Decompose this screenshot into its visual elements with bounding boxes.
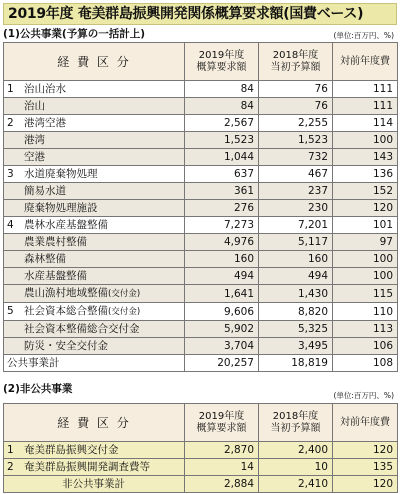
row-category <box>4 81 185 98</box>
table-row <box>4 251 398 268</box>
nonpublic-section-heading: (2)非公共事業 <box>3 383 73 395</box>
row-category <box>4 285 185 303</box>
total-ratio: 108 <box>333 355 398 372</box>
table-row <box>4 338 398 355</box>
row-ratio: 120 <box>333 442 398 459</box>
nonpublic-header-row <box>4 404 398 442</box>
row-label: 水道廃棄物処理 <box>24 168 98 180</box>
row-budget-2018: 5,325 <box>259 321 333 338</box>
header-req-2019-line1: 2019年度 <box>198 410 245 422</box>
row-number: 1 <box>7 444 14 456</box>
row-req-2019: 14 <box>185 459 259 476</box>
total-req-2019: 20,257 <box>185 355 259 372</box>
public-header-row <box>4 43 398 81</box>
row-budget-2018: 3,495 <box>259 338 333 355</box>
header-req-2019-line2: 概算要求額 <box>196 61 247 73</box>
row-category <box>4 303 185 321</box>
row-budget-2018: 10 <box>259 459 333 476</box>
total-req-2019: 2,884 <box>185 476 259 493</box>
row-category <box>4 98 185 115</box>
row-req-2019: 4,976 <box>185 234 259 251</box>
row-req-2019: 276 <box>185 200 259 217</box>
header-budget-2018-line1: 2018年度 <box>272 410 319 422</box>
table-row <box>4 285 398 303</box>
row-label: 港湾 <box>24 134 45 146</box>
header-req-2019-line2: 概算要求額 <box>196 422 247 434</box>
row-req-2019: 84 <box>185 81 259 98</box>
table-row <box>4 442 398 459</box>
row-req-2019: 160 <box>185 251 259 268</box>
row-label: 廃棄物処理施設 <box>24 202 98 214</box>
row-category <box>4 234 185 251</box>
row-label: 奄美群島振興開発調査費等 <box>24 461 150 473</box>
row-label: 農業農村整備 <box>24 236 87 248</box>
row-ratio: 115 <box>333 285 398 303</box>
row-ratio: 97 <box>333 234 398 251</box>
row-ratio: 106 <box>333 338 398 355</box>
table-row <box>4 166 398 183</box>
row-req-2019: 3,704 <box>185 338 259 355</box>
row-budget-2018: 76 <box>259 81 333 98</box>
row-budget-2018: 1,523 <box>259 132 333 149</box>
table-row <box>4 183 398 200</box>
row-category <box>4 442 185 459</box>
row-category <box>4 217 185 234</box>
table-row <box>4 200 398 217</box>
row-req-2019: 361 <box>185 183 259 200</box>
row-note: (交付金) <box>108 289 141 299</box>
row-req-2019: 637 <box>185 166 259 183</box>
header-req-2019 <box>185 404 259 442</box>
row-req-2019: 494 <box>185 268 259 285</box>
row-budget-2018: 230 <box>259 200 333 217</box>
row-label: 簡易水道 <box>24 185 66 197</box>
row-label: 農林水産基盤整備 <box>24 219 108 231</box>
row-category <box>4 338 185 355</box>
header-category: 経 費 区 分 <box>4 404 185 442</box>
row-budget-2018: 494 <box>259 268 333 285</box>
row-budget-2018: 2,255 <box>259 115 333 132</box>
row-req-2019: 84 <box>185 98 259 115</box>
row-note: (交付金) <box>108 307 141 317</box>
total-ratio: 120 <box>333 476 398 493</box>
row-label: 社会資本総合整備 <box>24 305 108 317</box>
row-ratio: 100 <box>333 132 398 149</box>
row-ratio: 100 <box>333 251 398 268</box>
public-table-body <box>4 81 398 372</box>
table-row <box>4 115 398 132</box>
total-label: 非公共事業計 <box>4 476 185 493</box>
table-row <box>4 234 398 251</box>
row-budget-2018: 8,820 <box>259 303 333 321</box>
table-row <box>4 268 398 285</box>
table-row <box>4 459 398 476</box>
total-budget-2018: 18,819 <box>259 355 333 372</box>
row-req-2019: 2,567 <box>185 115 259 132</box>
row-budget-2018: 467 <box>259 166 333 183</box>
row-category <box>4 251 185 268</box>
table-row <box>4 149 398 166</box>
row-ratio: 110 <box>333 303 398 321</box>
row-ratio: 143 <box>333 149 398 166</box>
row-number: 4 <box>7 219 14 231</box>
row-label: 森林整備 <box>24 253 66 265</box>
header-ratio: 対前年度費 <box>333 43 398 81</box>
header-req-2019 <box>185 43 259 81</box>
row-ratio: 101 <box>333 217 398 234</box>
row-req-2019: 1,523 <box>185 132 259 149</box>
row-ratio: 114 <box>333 115 398 132</box>
row-ratio: 120 <box>333 200 398 217</box>
row-label: 空港 <box>24 151 45 163</box>
row-ratio: 136 <box>333 166 398 183</box>
public-section-heading: (1)公共事業(予算の一括計上) <box>3 28 146 40</box>
row-req-2019: 7,273 <box>185 217 259 234</box>
row-number: 5 <box>7 305 14 317</box>
table-row <box>4 217 398 234</box>
row-req-2019: 9,606 <box>185 303 259 321</box>
page-title: 2019年度 奄美群島振興開発関係概算要求額(国費ベース) <box>3 3 397 25</box>
header-category: 経 費 区 分 <box>4 43 185 81</box>
header-budget-2018 <box>259 404 333 442</box>
row-budget-2018: 5,117 <box>259 234 333 251</box>
row-label: 水産基盤整備 <box>24 270 87 282</box>
header-budget-2018 <box>259 43 333 81</box>
row-budget-2018: 76 <box>259 98 333 115</box>
row-ratio: 111 <box>333 98 398 115</box>
row-req-2019: 1,044 <box>185 149 259 166</box>
row-budget-2018: 237 <box>259 183 333 200</box>
total-row <box>4 476 398 493</box>
table-row <box>4 303 398 321</box>
header-req-2019-line1: 2019年度 <box>198 49 245 61</box>
row-label: 社会資本整備総合交付金 <box>24 323 140 335</box>
row-category <box>4 268 185 285</box>
row-ratio: 113 <box>333 321 398 338</box>
table-row <box>4 98 398 115</box>
row-req-2019: 1,641 <box>185 285 259 303</box>
row-category <box>4 115 185 132</box>
row-label: 港湾空港 <box>24 117 66 129</box>
nonpublic-works-table <box>3 403 398 493</box>
row-budget-2018: 7,201 <box>259 217 333 234</box>
table-row <box>4 81 398 98</box>
row-category <box>4 149 185 166</box>
nonpublic-unit-note: (単位:百万円、%) <box>333 391 394 400</box>
row-ratio: 135 <box>333 459 398 476</box>
table-row <box>4 321 398 338</box>
row-req-2019: 5,902 <box>185 321 259 338</box>
row-number: 3 <box>7 168 14 180</box>
row-budget-2018: 732 <box>259 149 333 166</box>
row-label: 治山治水 <box>24 83 66 95</box>
row-ratio: 152 <box>333 183 398 200</box>
row-ratio: 100 <box>333 268 398 285</box>
header-budget-2018-line1: 2018年度 <box>272 49 319 61</box>
row-number: 1 <box>7 83 14 95</box>
row-label: 農山漁村地域整備 <box>24 287 108 299</box>
row-label: 治山 <box>24 100 45 112</box>
row-category <box>4 183 185 200</box>
total-row <box>4 355 398 372</box>
row-label: 奄美群島振興交付金 <box>24 444 119 456</box>
header-ratio: 対前年度費 <box>333 404 398 442</box>
table-row <box>4 132 398 149</box>
row-number: 2 <box>7 461 14 473</box>
row-category <box>4 200 185 217</box>
total-budget-2018: 2,410 <box>259 476 333 493</box>
row-category <box>4 459 185 476</box>
row-category <box>4 321 185 338</box>
row-number: 2 <box>7 117 14 129</box>
row-budget-2018: 160 <box>259 251 333 268</box>
row-budget-2018: 2,400 <box>259 442 333 459</box>
nonpublic-table-body <box>4 442 398 493</box>
row-req-2019: 2,870 <box>185 442 259 459</box>
row-budget-2018: 1,430 <box>259 285 333 303</box>
row-label: 防災・安全交付金 <box>24 340 108 352</box>
public-works-table <box>3 42 398 372</box>
public-unit-note: (単位:百万円、%) <box>333 31 394 40</box>
header-budget-2018-line2: 当初予算額 <box>270 61 321 73</box>
total-label: 公共事業計 <box>4 355 185 372</box>
row-category <box>4 132 185 149</box>
header-budget-2018-line2: 当初予算額 <box>270 422 321 434</box>
row-category <box>4 166 185 183</box>
row-ratio: 111 <box>333 81 398 98</box>
